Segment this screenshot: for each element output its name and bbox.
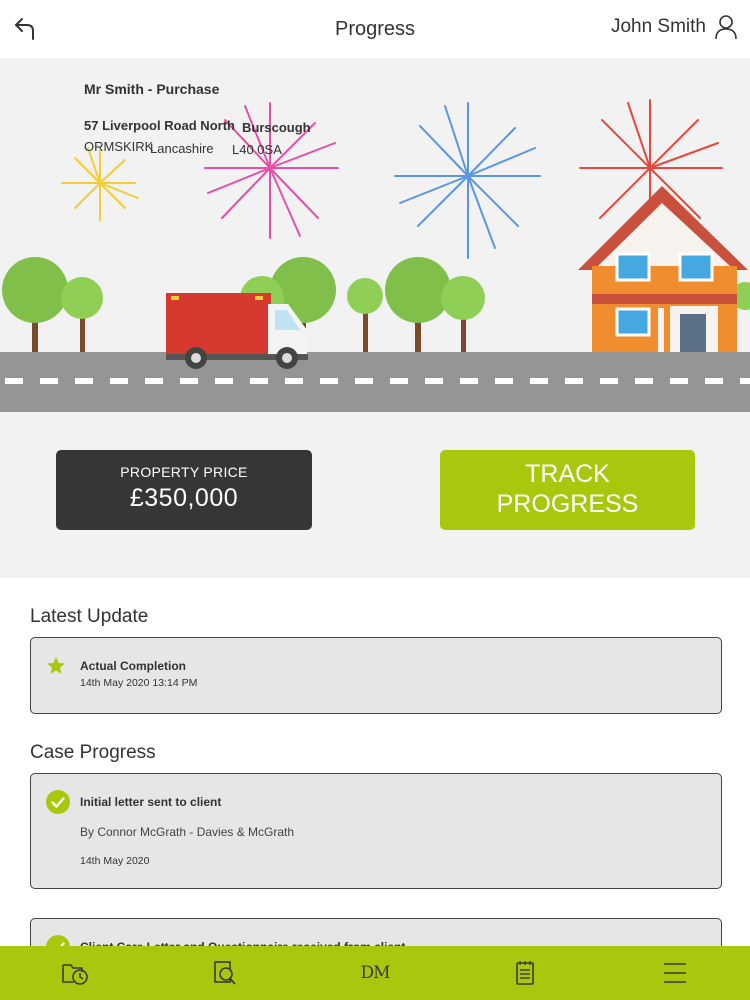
firework-yellow-icon bbox=[62, 148, 138, 220]
hero-panel bbox=[0, 58, 750, 578]
case-progress-item[interactable] bbox=[30, 773, 722, 889]
firework-blue-icon bbox=[395, 103, 540, 258]
user-menu[interactable] bbox=[611, 14, 738, 40]
page-title: Progress bbox=[334, 18, 416, 40]
app-header bbox=[0, 0, 750, 58]
address-postcode: L40 0SA bbox=[232, 142, 282, 157]
latest-update-timestamp: 14th May 2020 13:14 PM bbox=[80, 677, 198, 689]
star-icon bbox=[46, 656, 66, 681]
moving-house-illustration bbox=[0, 58, 750, 418]
property-price-panel bbox=[56, 450, 312, 530]
hamburger-menu-icon bbox=[660, 960, 690, 986]
removal-van-icon bbox=[166, 293, 308, 369]
house-icon bbox=[578, 186, 748, 353]
nav-progress[interactable] bbox=[45, 946, 105, 1000]
nav-documents[interactable] bbox=[195, 946, 255, 1000]
address-town: ORMSKIRK bbox=[84, 139, 154, 154]
notepad-icon bbox=[510, 960, 540, 986]
track-progress-label-line1: TRACK bbox=[525, 460, 610, 488]
latest-update-card[interactable] bbox=[30, 637, 722, 714]
latest-update-heading: Latest Update bbox=[30, 606, 149, 627]
address-locality: Burscough bbox=[242, 120, 311, 135]
case-progress-heading: Case Progress bbox=[30, 742, 156, 763]
check-circle-icon bbox=[46, 790, 70, 819]
bottom-nav bbox=[0, 946, 750, 1000]
track-progress-button[interactable] bbox=[440, 450, 695, 530]
latest-update-title: Actual Completion bbox=[80, 659, 187, 673]
property-price-label: PROPERTY PRICE bbox=[120, 464, 248, 480]
property-price-value: £350,000 bbox=[129, 484, 239, 512]
nav-notes[interactable] bbox=[495, 946, 555, 1000]
dm-logo: DM bbox=[360, 963, 390, 983]
track-progress-label-line2: PROGRESS bbox=[496, 490, 639, 518]
nav-home-logo[interactable] bbox=[345, 946, 405, 1000]
address-line-1: 57 Liverpool Road North bbox=[84, 118, 235, 133]
user-icon bbox=[714, 14, 738, 40]
case-title: Mr Smith - Purchase bbox=[84, 81, 220, 97]
progress-clock-icon bbox=[60, 960, 90, 986]
case-progress-item-author: By Connor McGrath - Davies & McGrath bbox=[80, 825, 295, 839]
case-progress-item-date: 14th May 2020 bbox=[80, 855, 150, 867]
nav-menu[interactable] bbox=[645, 946, 705, 1000]
case-progress-item-title: Initial letter sent to client bbox=[80, 795, 222, 809]
address-county: Lancashire bbox=[150, 141, 214, 156]
document-search-icon bbox=[210, 960, 240, 986]
user-name: John Smith bbox=[610, 16, 706, 37]
